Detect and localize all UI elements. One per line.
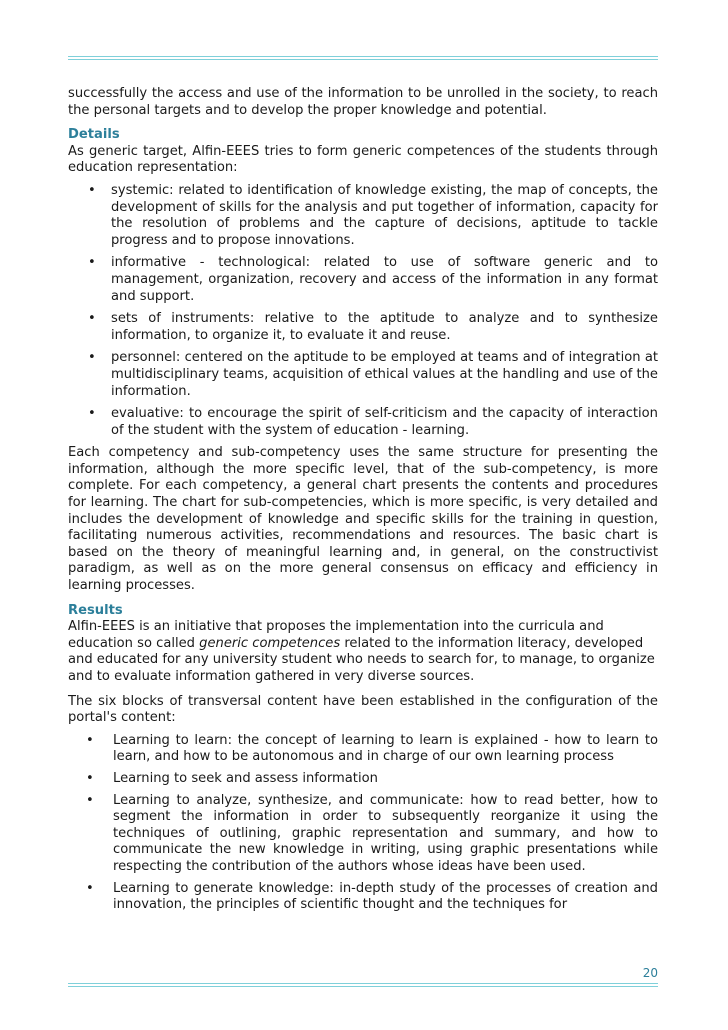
- list-item: • personnel: centered on the aptitude to be employed at teams and of integration at multidisciplinary teams, acquisition of ethical values at the handling and use of the information.: [88, 350, 658, 399]
- list-item: • Learning to analyze, synthesize, and communicate: how to read better, how to segment the information in order to subsequently reorganize it using the techniques of outlining, graphic representation and summary, and how to communicate the new knowledge in writing, using graphic presentations while respecting the contribution of the authors whose ideas have been used.: [86, 792, 658, 874]
- bullet-icon: •: [88, 350, 96, 366]
- results-heading: Results: [68, 602, 123, 618]
- details-body: Each competency and sub-competency uses the same structure for presenting the information, although the more specific level, that of the sub-competency, is more complete. For each competency, a general chart presents the contents and procedures for learning. The chart for sub-competencies, which is more specific, is very detailed and includes the development of knowledge and specific skills for the training in question, facilitating numerous activities, recommendations and resources. The basic chart is based on the theory of meaningful learning and, in general, on the constructivist paradigm, as well as on the more general consensus on efficacy and efficiency in learning processes.: [68, 445, 658, 594]
- list-item: • systemic: related to identification of knowledge existing, the map of concepts, the development of skills for the analysis and put together of information, capacity for the resolution of problems and the capture of decisions, aptitude to tackle progress and to propose innovations.: [88, 182, 658, 248]
- bullet-icon: •: [88, 255, 96, 271]
- results-lead: The six blocks of transversal content have been established in the configuration of the portal's content:: [68, 693, 658, 726]
- details-list: [68, 183, 658, 439]
- details-heading: Details: [68, 127, 120, 143]
- bullet-icon: •: [86, 792, 94, 808]
- bullet-icon: •: [88, 311, 96, 327]
- footer-rule: [68, 983, 658, 987]
- results-list: [68, 733, 658, 914]
- details-lead: As generic target, Alfin-EEES tries to form generic competences of the students through education representation:: [68, 143, 658, 176]
- list-item: • Learning to learn: the concept of learning to learn is explained - how to learn to learn, and how to be autonomous and in charge of our own learning process: [86, 732, 658, 765]
- page-content: [68, 86, 658, 920]
- list-item: • Learning to generate knowledge: in-depth study of the processes of creation and innovation, the principles of scientific thought and the techniques for: [86, 880, 658, 913]
- list-item: • Learning to seek and assess information: [86, 770, 378, 786]
- list-item: • informative - technological: related to use of software generic and to management, organization, recovery and access of the information in any format and support.: [88, 255, 658, 304]
- bullet-icon: •: [86, 770, 94, 786]
- generic-competences-term: generic competences: [199, 635, 341, 651]
- bullet-icon: •: [88, 406, 96, 422]
- header-rule: [68, 56, 658, 60]
- page-number: 20: [642, 966, 658, 980]
- bullet-icon: •: [86, 732, 94, 748]
- intro-paragraph: successfully the access and use of the information to be unrolled in the society, to reach the personal targets and to develop the proper knowledge and potential.: [68, 86, 658, 118]
- results-paragraph: Alfin-EEES is an initiative that proposes the implementation into the curricula and education so called generic competences related to the information literacy, developed and educated for any university student who needs to search for, to manage, to organize and to evaluate information gathered in very diverse sources.: [68, 619, 655, 684]
- list-item: • sets of instruments: relative to the aptitude to analyze and to synthesize information, to organize it, to evaluate it and reuse.: [88, 311, 658, 343]
- bullet-icon: •: [86, 880, 94, 896]
- list-item: • evaluative: to encourage the spirit of self-criticism and the capacity of interaction of the student with the system of education - learning.: [88, 406, 658, 438]
- bullet-icon: •: [88, 182, 96, 198]
